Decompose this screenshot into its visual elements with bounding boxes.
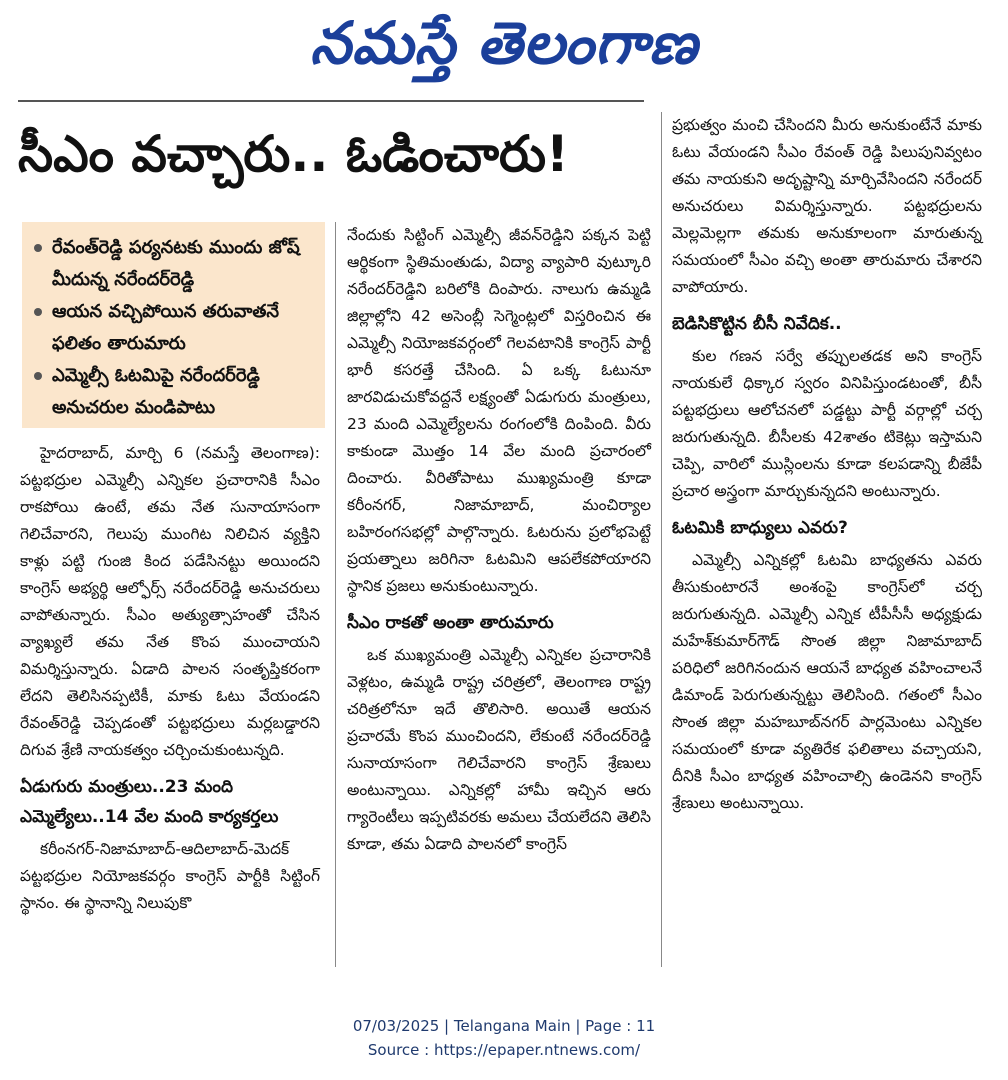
footer-date-edition: 07/03/2025 | Telangana Main | Page : 11 [352,1017,656,1035]
article-paragraph: ఎమ్మెల్సీ ఎన్నికల్లో ఓటమి బాధ్యతను ఎవరు తీసుకుంటారనే అంశంపై కాంగ్రెస్‌లో చర్చ జరుగుతున్నది. ఎమ్మెల్సీ ఎన్నిక టీపీసీసీ అధ్యక్షుడు మహేశ్‌కుమార్‌గౌడ్ సొంత జిల్లా నిజామాబాద్ పరిధిలో జరిగినందున ఆయనే బాధ్యత వహించాలనే డిమాండ్ పెరుగుతున్నట్టు తెలిసింది. గతంలో సీఎం సొంత జిల్లా మహబూబ్‌నగర్ పార్లమెంటు ఎన్నికల సమయంలో కూడా వ్యతిరేక ఫలితాలు వచ్చాయని, దీనికి సీఎం బాధ్యత వహించాల్సి ఉండెనని కాంగ్రెస్ శ్రేణులు అంటున్నాయి. [672,551,982,812]
masthead [0,4,1008,82]
footer-source-link[interactable]: Source : https://epaper.ntnews.com/ [367,1041,641,1059]
article-paragraph: నేందుకు సిట్టింగ్ ఎమ్మెల్సీ జీవన్‌రెడ్డిని పక్కన పెట్టి ఆర్థికంగా స్థితిమంతుడు, విద్యా వ్యాపారి వుట్కూరి నరేందర్‌రెడ్డిని బరిలోకి దింపారు. నాలుగు ఉమ్మడి జిల్లాల్లోని 42 అసెంబ్లీ సెగ్మెంట్లలో విస్తరించిన ఈ ఎమ్మెల్సీ నియోజకవర్గంలో గెలవటానికి కాంగ్రెస్ పార్టీ భారీ కసరత్తే చేసింది. ఏ ఒక్క ఓటునూ జారవిడుచుకోవద్దనే లక్ష్యంతో ఏడుగురు మంత్రులు, 23 మంది ఎమ్మెల్యేలను రంగంలోకి దింపింది. వీరు కాకుండా మొత్తం 14 వేల మంది ప్రచారంలో దించారు. వీరితోపాటు ముఖ్యమంత్రి కూడా కరీంనగర్, నిజామాబాద్, మంచిర్యాల బహిరంగసభల్లో పాల్గొన్నారు. ఓటరును ప్రలోభపెట్టే ప్రయత్నాలు జరిగినా ఓటమిని ఆపలేకపోయారని స్థానిక ప్రజలు అనుకుంటున్నారు. [347,226,651,595]
highlight-item: ఆయన వచ్చిపోయిన తరువాతనే ఫలితం తారుమారు [34,296,317,360]
bullet-icon [34,372,42,380]
page-footer [0,1014,1008,1062]
bullet-icon [34,308,42,316]
highlight-item: రేవంత్‌రెడ్డి పర్యనటకు ముందు జోష్ మీదున్న నరేందర్‌రెడ్డి [34,232,317,296]
headline: సీఎం వచ్చారు.. ఓడించారు! [18,125,569,183]
subheading: సీఎం రాకతో అంతా తారుమారు [347,613,554,633]
column-divider [661,112,662,967]
article-paragraph: హైదరాబాద్, మార్చి 6 (నమస్తే తెలంగాణ): పట్టభద్రుల ఎమ్మెల్సీ ఎన్నికల ప్రచారానికి సీఎం రాకపోయి ఉంటే, తమ నేత సునాయాసంగా గెలిచేవారని, గెలుపు ముంగిట నిలిచిన వ్యక్తిని కాళ్లు పట్టి గుంజి కింద పడేసినట్టు అయిందని కాంగ్రెస్ అభ్యర్థి ఆల్ఫోర్స్ నరేందర్‌రెడ్డి అనుచరులు వాపోతున్నారు. సీఎం అత్యుత్సాహంతో చేసిన వ్యాఖ్యలే తమ నేత కొంప ముంచాయని విమర్శిస్తున్నారు. ఏడాది పాలన సంతృప్తికరంగా లేదని తెలిసినప్పటికీ, మాకు ఓటు వేయండని రేవంత్‌రెడ్డి చెప్పడంతో పట్టభద్రులు మర్లబడ్డారని దిగువ శ్రేణి నాయకత్వం చర్చించుకుంటున్నది. [20,444,320,759]
article-paragraph: కరీంనగర్-నిజామాబాద్-ఆదిలాబాద్-మెదక్ పట్టభద్రుల నియోజకవర్గం కాంగ్రెస్ పార్టీకి సిట్టింగ్ స్థానం. ఈ స్థానాన్ని నిలుపుకొ [20,840,320,912]
article-paragraph: ఒక ముఖ్యమంత్రి ఎమ్మెల్సీ ఎన్నికల ప్రచారానికి వెళ్లటం, ఉమ్మడి రాష్ట్ర చరిత్రలో, తెలంగాణ రాష్ట్ర చరిత్రలోనూ ఇదే తొలిసారి. అయితే ఆయన ప్రచారమే కొంప ముంచిందని, లేకుంటే నరేందర్‌రెడ్డి సునాయాసంగా గెలిచేవారని కాంగ్రెస్ శ్రేణులు అంటున్నాయి. ఎన్నికల్లో హామీ ఇచ్చిన ఆరు గ్యారెంటీలు ఇప్పటివరకు అమలు చేయలేదని తెలిసి కూడా, తమ ఏడాది పాలనలో కాంగ్రెస్ [347,646,651,853]
subheading: ఓటమికి బాధ్యులు ఎవరు? [672,518,848,538]
article-paragraph: ప్రభుత్వం మంచి చేసిందని మీరు అనుకుంటేనే మాకు ఓటు వేయండని సీఎం రేవంత్ రెడ్డి పిలుపునివ్వటం తమ నాయకుని అదృష్టాన్ని మార్చివేసిందని నరేందర్ అనుచరులు విమర్శిస్తున్నారు. పట్టభద్రులను మెల్లమెల్లగా తమకు అనుకూలంగా మారుతున్న సమయంలో సీఎం వచ్చి అంతా తారుమారు చేశారని వాపోయారు. [672,116,982,296]
article-column-2 [347,222,651,858]
article-column-1 [20,440,320,917]
subheading: ఏడుగురు మంత్రులు..23 మంది [20,777,233,797]
masthead-logo: నమస్తే తెలంగాణ [310,9,698,77]
column-divider [335,222,336,967]
subheading: ఎమ్మెల్యేలు..14 వేల మంది కార్యకర్తలు [20,807,279,827]
highlights-box [22,222,325,428]
article-column-3 [672,112,982,817]
highlight-item: ఎమ్మెల్సీ ఓటమిపై నరేందర్‌రెడ్డి అనుచరుల మండిపాటు [34,360,317,424]
subheading: బెడిసికొట్టిన బీసీ నివేదిక.. [672,314,842,334]
bullet-icon [34,244,42,252]
headline-rule [18,100,644,102]
article-paragraph: కుల గణన సర్వే తప్పులతడక అని కాంగ్రెస్ నాయకులే ధిక్కార స్వరం వినిపిస్తుండటంతో, బీసీ పట్టభద్రులు ఆలోచనలో పడ్డట్టు పార్టీ వర్గాల్లో చర్చ జరుగుతున్నది. బీసీలకు 42శాతం టికెట్లు ఇస్తామని చెప్పి, వారిలో ముస్లింలను కూడా కలపడాన్ని బీజేపీ ప్రచార అస్త్రంగా మార్చుకున్నదని అంటున్నారు. [672,347,982,500]
